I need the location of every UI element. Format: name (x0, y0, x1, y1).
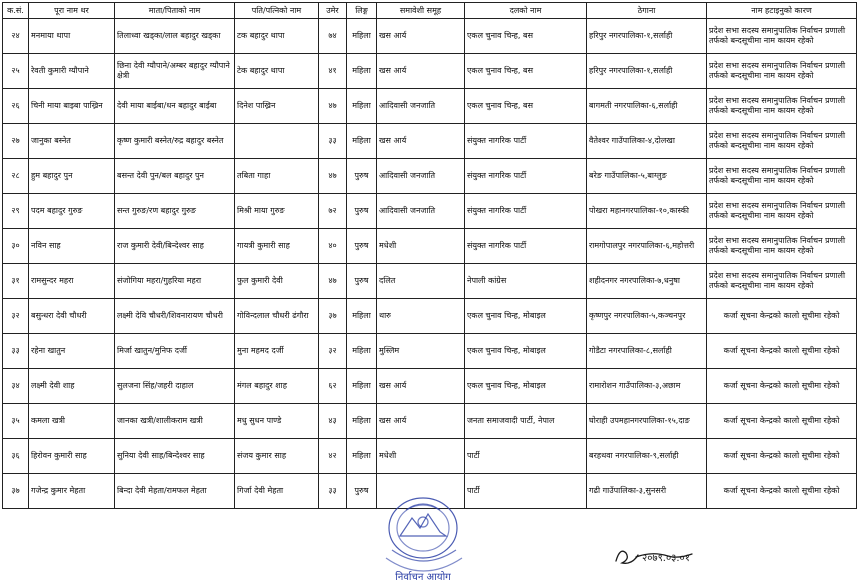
cell-gender: महिला (347, 299, 377, 334)
cell-serial-no: ३३ (3, 334, 29, 369)
cell-address: रामगोपालपुर नगरपालिका-६,महोत्तरी (587, 229, 707, 264)
cell-party-name: जनता समाजवादी पार्टी, नेपाल (465, 404, 587, 439)
table-row (3, 264, 857, 299)
cell-serial-no: ३५ (3, 404, 29, 439)
cell-serial-no: ३१ (3, 264, 29, 299)
cell-age: ६२ (319, 369, 347, 404)
cell-spouse-name: गोविन्दलाल चौधरी ढंगौरा (235, 299, 319, 334)
cell-full-name: मनमाया थापा (29, 19, 115, 54)
cell-age: ४७ (319, 264, 347, 299)
cell-spouse-name: संजय कुमार साह (235, 439, 319, 474)
cell-full-name: कमला खत्री (29, 404, 115, 439)
cell-parents-name: सुनिया देवी साह/बिन्देश्वर साह (115, 439, 235, 474)
cell-age: ३३ (319, 474, 347, 509)
cell-gender: महिला (347, 19, 377, 54)
cell-spouse-name: टक बहादुर थापा (235, 19, 319, 54)
cell-age: ४७ (319, 159, 347, 194)
cell-spouse-name: फुल कुमारी देवी (235, 264, 319, 299)
table-header-row (3, 3, 857, 19)
cell-inclusive-group: मधेशी (377, 439, 465, 474)
cell-inclusive-group: मुस्लिम (377, 334, 465, 369)
column-header-age: उमेर (319, 3, 347, 19)
cell-removal-reason: प्रदेश सभा सदस्य समानुपातिक निर्वाचन प्रणाली तर्फको बन्दसूचीमा नाम कायम रहेको (707, 159, 857, 194)
cell-age: ३२ (319, 334, 347, 369)
cell-party-name: संयुक्त नागरिक पार्टी (465, 194, 587, 229)
cell-gender: पुरुष (347, 229, 377, 264)
cell-full-name: नविन साह (29, 229, 115, 264)
cell-parents-name: छिना देवी ग्यौपाने/अम्बर बहादुर ग्यौपाने क्षेत्री (115, 54, 235, 89)
column-header-spouse-name: पति/पत्निको नाम (235, 3, 319, 19)
cell-full-name: पदम बहादुर गुरुङ (29, 194, 115, 229)
cell-age: ७४ (319, 19, 347, 54)
cell-serial-no: २६ (3, 89, 29, 124)
cell-removal-reason: कर्जा सूचना केन्द्रको कालो सूचीमा रहेको (707, 404, 857, 439)
cell-age: ३७ (319, 299, 347, 334)
cell-age: ४३ (319, 404, 347, 439)
cell-inclusive-group: खस आर्य (377, 19, 465, 54)
cell-address: शहीदनगर नगरपालिका-७,धनुषा (587, 264, 707, 299)
cell-removal-reason: कर्जा सूचना केन्द्रको कालो सूचीमा रहेको (707, 369, 857, 404)
cell-full-name: रामसुन्दर महरा (29, 264, 115, 299)
cell-party-name: पार्टी (465, 439, 587, 474)
cell-inclusive-group: खस आर्य (377, 124, 465, 159)
column-header-removal-reason: नाम हटाइनुको कारण (707, 3, 857, 19)
cell-removal-reason: प्रदेश सभा सदस्य समानुपातिक निर्वाचन प्रणाली तर्फको बन्दसूचीमा नाम कायम रहेको (707, 19, 857, 54)
cell-party-name: एकल चुनाव चिन्ह, बस (465, 19, 587, 54)
cell-parents-name: सन्त गुरुङ/रण बहादुर गुरुङ (115, 194, 235, 229)
cell-gender: पुरुष (347, 159, 377, 194)
cell-serial-no: २८ (3, 159, 29, 194)
table-row (3, 229, 857, 264)
table-row (3, 369, 857, 404)
column-header-party-name: दलको नाम (465, 3, 587, 19)
cell-inclusive-group: आदिवासी जनजाति (377, 159, 465, 194)
cell-spouse-name: मिश्री माया गुरुङ (235, 194, 319, 229)
election-office-seal (370, 488, 476, 584)
cell-inclusive-group: आदिवासी जनजाति (377, 194, 465, 229)
candidate-removal-table (2, 2, 857, 509)
cell-full-name: रहेना खातुन (29, 334, 115, 369)
cell-age: ४२ (319, 439, 347, 474)
cell-age: ७२ (319, 194, 347, 229)
cell-removal-reason: कर्जा सूचना केन्द्रको कालो सूचीमा रहेको (707, 334, 857, 369)
cell-party-name: एकल चुनाव चिन्ह, मोबाइल (465, 299, 587, 334)
cell-serial-no: ३४ (3, 369, 29, 404)
cell-serial-no: २९ (3, 194, 29, 229)
cell-full-name: हुम बहादुर पुन (29, 159, 115, 194)
cell-full-name: गजेन्द्र कुमार मेहता (29, 474, 115, 509)
cell-removal-reason: प्रदेश सभा सदस्य समानुपातिक निर्वाचन प्रणाली तर्फको बन्दसूचीमा नाम कायम रहेको (707, 89, 857, 124)
cell-full-name: बसुन्धरा देवी चौधरी (29, 299, 115, 334)
cell-inclusive-group: खस आर्य (377, 404, 465, 439)
cell-full-name: जानुका बस्नेत (29, 124, 115, 159)
cell-age: ४० (319, 229, 347, 264)
cell-address: वैतेश्वर गाउँपालिका-४,दोलखा (587, 124, 707, 159)
cell-full-name: रेवती कुमारी ग्यौपाने (29, 54, 115, 89)
cell-removal-reason: प्रदेश सभा सदस्य समानुपातिक निर्वाचन प्रणाली तर्फको बन्दसूचीमा नाम कायम रहेको (707, 124, 857, 159)
table-body (3, 19, 857, 509)
cell-inclusive-group: दलित (377, 264, 465, 299)
cell-gender: पुरुष (347, 264, 377, 299)
column-header-full-name: पूरा नाम थर (29, 3, 115, 19)
cell-address: पोखरा महानगरपालिका-१०,कास्की (587, 194, 707, 229)
cell-spouse-name: गिर्जा देवी मेहता (235, 474, 319, 509)
cell-parents-name: देवी माया बाईबा/धन बहादुर बाईबा (115, 89, 235, 124)
table-row (3, 194, 857, 229)
cell-removal-reason: प्रदेश सभा सदस्य समानुपातिक निर्वाचन प्रणाली तर्फको बन्दसूचीमा नाम कायम रहेको (707, 54, 857, 89)
cell-age: ४१ (319, 54, 347, 89)
cell-spouse-name: मुना महमद दर्जी (235, 334, 319, 369)
table-row (3, 89, 857, 124)
cell-gender: महिला (347, 404, 377, 439)
cell-parents-name: मिर्जा खातुन/मुनिफ दर्जी (115, 334, 235, 369)
table-row (3, 54, 857, 89)
cell-serial-no: ३० (3, 229, 29, 264)
table-row (3, 159, 857, 194)
cell-removal-reason: प्रदेश सभा सदस्य समानुपातिक निर्वाचन प्रणाली तर्फको बन्दसूचीमा नाम कायम रहेको (707, 229, 857, 264)
cell-party-name: नेपाली कांग्रेस (465, 264, 587, 299)
cell-removal-reason: कर्जा सूचना केन्द्रको कालो सूचीमा रहेको (707, 439, 857, 474)
cell-party-name: एकल चुनाव चिन्ह, बस (465, 89, 587, 124)
cell-spouse-name: तबिता गाहा (235, 159, 319, 194)
cell-full-name: चिनी माया बाइबा पाख्रिन (29, 89, 115, 124)
column-header-gender: लिङ्ग (347, 3, 377, 19)
cell-spouse-name: दिनेश पाख्रिन (235, 89, 319, 124)
table-row (3, 19, 857, 54)
column-header-serial-no: क.सं. (3, 3, 29, 19)
cell-address: बागमती नगरपालिका-६,सर्लाही (587, 89, 707, 124)
cell-inclusive-group: खस आर्य (377, 54, 465, 89)
cell-address: कृष्णपुर नगरपालिका-५,कञ्चनपुर (587, 299, 707, 334)
cell-address: गोडैटा नगरपालिका-८,सर्लाही (587, 334, 707, 369)
cell-inclusive-group: थारु (377, 299, 465, 334)
cell-address: हरिपुर नगरपालिका-१,सर्लाही (587, 54, 707, 89)
cell-removal-reason: कर्जा सूचना केन्द्रको कालो सूचीमा रहेको (707, 299, 857, 334)
cell-party-name: एकल चुनाव चिन्ह, बस (465, 54, 587, 89)
cell-parents-name: सुलजना सिंह/जहरी दाहाल (115, 369, 235, 404)
cell-party-name: एकल चुनाव चिन्ह, मोबाइल (465, 369, 587, 404)
cell-parents-name: बिन्दा देवी मेहता/रामफल मेहता (115, 474, 235, 509)
cell-parents-name: राज कुमारी देवी/बिन्देश्वर साह (115, 229, 235, 264)
column-header-parents-name: माता/पिताको नाम (115, 3, 235, 19)
table-row (3, 404, 857, 439)
cell-parents-name: जानका खत्री/शालीकराम खत्री (115, 404, 235, 439)
cell-address: बरहथवा नगरपालिका-९,सर्लाही (587, 439, 707, 474)
cell-serial-no: ३२ (3, 299, 29, 334)
column-header-address: ठेगाना (587, 3, 707, 19)
cell-address: घोराही उपमहानगरपालिका-१५,दाङ (587, 404, 707, 439)
cell-party-name: पार्टी (465, 474, 587, 509)
cell-removal-reason: प्रदेश सभा सदस्य समानुपातिक निर्वाचन प्रणाली तर्फको बन्दसूचीमा नाम कायम रहेको (707, 264, 857, 299)
cell-inclusive-group: आदिवासी जनजाति (377, 89, 465, 124)
cell-parents-name: कृष्ण कुमारी बस्नेत/रुद्र बहादुर बस्नेत (115, 124, 235, 159)
signature-date: २०७९.०३.०१ (642, 553, 690, 564)
cell-gender: महिला (347, 54, 377, 89)
cell-serial-no: ३७ (3, 474, 29, 509)
cell-address: रामारोशन गाउँपालिका-३,अछाम (587, 369, 707, 404)
signature (612, 543, 696, 569)
cell-gender: पुरुष (347, 194, 377, 229)
cell-address: हरिपुर नगरपालिका-१,सर्लाही (587, 19, 707, 54)
column-header-inclusive-group: समावेशी समूह (377, 3, 465, 19)
cell-spouse-name (235, 124, 319, 159)
cell-serial-no: २५ (3, 54, 29, 89)
seal-text: निर्वाचन आयोग (395, 572, 451, 583)
cell-gender: महिला (347, 334, 377, 369)
cell-full-name: लक्ष्मी देवी शाह (29, 369, 115, 404)
table-row (3, 124, 857, 159)
table-row (3, 439, 857, 474)
cell-serial-no: ३६ (3, 439, 29, 474)
cell-spouse-name: गायत्री कुमारी साह (235, 229, 319, 264)
cell-gender: महिला (347, 89, 377, 124)
cell-address: गढी गाउँपालिका-३,सुनसरी (587, 474, 707, 509)
cell-age: ३३ (319, 124, 347, 159)
cell-parents-name: बसन्त देवी पुन/बल बहादुर पुन (115, 159, 235, 194)
table-row (3, 334, 857, 369)
cell-address: बरेङ गाउँपालिका-५,बाग्लुङ (587, 159, 707, 194)
cell-serial-no: २४ (3, 19, 29, 54)
cell-serial-no: २७ (3, 124, 29, 159)
cell-party-name: संयुक्त नागरिक पार्टी (465, 159, 587, 194)
cell-party-name: संयुक्त नागरिक पार्टी (465, 124, 587, 159)
cell-spouse-name: मधु सुधन पाण्डे (235, 404, 319, 439)
cell-parents-name: लक्ष्मी देवि चौधरी/शिवनारायण चौधरी (115, 299, 235, 334)
cell-gender: महिला (347, 439, 377, 474)
cell-parents-name: संजोगिया महरा/गुहरिया महरा (115, 264, 235, 299)
cell-age: ४७ (319, 89, 347, 124)
cell-party-name: एकल चुनाव चिन्ह, मोबाइल (465, 334, 587, 369)
cell-parents-name: तिलाध्वा खड्का/लाल बहादुर खड्का (115, 19, 235, 54)
cell-gender: पुरुष (347, 474, 377, 509)
cell-full-name: हिरोवन कुमारी साह (29, 439, 115, 474)
cell-removal-reason: प्रदेश सभा सदस्य समानुपातिक निर्वाचन प्रणाली तर्फको बन्दसूचीमा नाम कायम रहेको (707, 194, 857, 229)
cell-inclusive-group: खस आर्य (377, 369, 465, 404)
table-row (3, 299, 857, 334)
cell-inclusive-group: मधेशी (377, 229, 465, 264)
cell-party-name: संयुक्त नागरिक पार्टी (465, 229, 587, 264)
cell-removal-reason: कर्जा सूचना केन्द्रको कालो सूचीमा रहेको (707, 474, 857, 509)
cell-gender: महिला (347, 369, 377, 404)
cell-spouse-name: मंगल बहादुर शाह (235, 369, 319, 404)
cell-spouse-name: टेक बहादुर थापा (235, 54, 319, 89)
cell-gender: महिला (347, 124, 377, 159)
